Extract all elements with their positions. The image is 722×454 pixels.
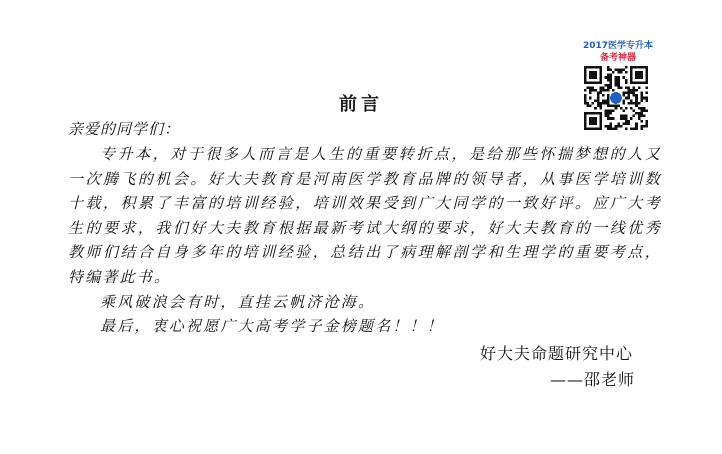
qr-module (607, 79, 610, 82)
qr-module (638, 86, 641, 89)
signature-person: ——邵老师 (550, 370, 636, 389)
qr-module (645, 122, 648, 125)
qr-module (604, 84, 607, 87)
qr-finder-inner (589, 71, 597, 79)
qr-finder-inner (635, 71, 643, 79)
qr-module (610, 76, 613, 79)
promo-badge-subtitle: 备考神器 (599, 53, 636, 63)
qr-module (604, 76, 607, 79)
paragraph: 专升本，对于很多人而言是人生的重要转折点，是给那些怀揣梦想的人又一次腾飞的机会。好大夫教育是河南医学教育品牌的领导者，从事医学培训数十载，积累了丰富的培训经验，培训效果受到广大同学的一致好评。应广大考生的要求，我们好大夫教育根据最新考试大纲的要求，好大夫教育的一线优秀教师们结合自身多年的培训经验，总结出了病理解剖学和生理学的重要考点，特编著此书。 (68, 145, 662, 286)
salutation: 亲爱的同学们： (68, 120, 181, 138)
qr-module (610, 86, 613, 89)
qr-module (617, 81, 620, 84)
qr-module (615, 76, 618, 79)
qr-module (645, 125, 648, 128)
qr-module (610, 127, 613, 130)
qr-module (630, 127, 633, 130)
qr-module (643, 125, 646, 128)
qr-module (622, 122, 625, 125)
qr-module (620, 69, 623, 72)
qr-module (622, 117, 625, 120)
qr-module (617, 71, 620, 74)
qr-module (604, 125, 607, 128)
qr-module (610, 81, 613, 84)
qr-module (615, 125, 618, 128)
qr-module (615, 81, 618, 84)
qr-module (628, 120, 631, 123)
qr-module (610, 79, 613, 82)
qr-module (640, 127, 643, 130)
qr-finder-inner (589, 117, 597, 125)
signature-organization: 好大夫命题研究中心 (480, 344, 634, 363)
qr-module (607, 127, 610, 130)
qr-module (617, 69, 620, 72)
qr-module (625, 127, 628, 130)
qr-module (615, 79, 618, 82)
qr-module (617, 125, 620, 128)
qr-module (607, 117, 610, 120)
promo-badge (578, 40, 658, 64)
qr-module (635, 122, 638, 125)
paragraph: 最后，衷心祝愿广大高考学子金榜题名！！！ (100, 317, 445, 336)
qr-module (625, 66, 628, 69)
qr-module (625, 81, 628, 84)
qr-module (633, 127, 636, 130)
qr-module (589, 86, 592, 89)
qr-module (610, 117, 613, 120)
qr-module (620, 117, 623, 120)
qr-module (633, 86, 636, 89)
qr-module (617, 86, 620, 89)
qr-module (635, 127, 638, 130)
qr-module (625, 71, 628, 74)
qr-module (592, 86, 595, 89)
qr-module (615, 84, 618, 87)
qr-module (645, 120, 648, 123)
promo-badge-title: 2017医学专升本 (582, 41, 654, 51)
qr-module (610, 74, 613, 77)
qr-module (612, 127, 615, 130)
qr-module (620, 125, 623, 128)
qr-module (622, 76, 625, 79)
qr-module (617, 84, 620, 87)
qr-module (615, 69, 618, 72)
page-title: 前言 (339, 94, 383, 115)
qr-module (625, 79, 628, 82)
qr-module (599, 86, 602, 89)
qr-module (587, 86, 590, 89)
qr-module (602, 86, 605, 89)
qr-module (620, 86, 623, 89)
qr-module (620, 71, 623, 74)
qr-module (622, 69, 625, 72)
qr-module (625, 117, 628, 120)
qr-module (607, 86, 610, 89)
qr-module (640, 120, 643, 123)
qr-module (625, 86, 628, 89)
qr-module (607, 84, 610, 87)
qr-module (607, 76, 610, 79)
qr-module (625, 120, 628, 123)
qr-module (628, 86, 631, 89)
qr-module (617, 122, 620, 125)
qr-module (615, 127, 618, 130)
qr-module (628, 122, 631, 125)
preface-body (68, 142, 662, 339)
qr-module (607, 125, 610, 128)
qr-module (607, 74, 610, 77)
qr-module (630, 117, 633, 120)
qr-module (645, 86, 648, 89)
qr-module (640, 125, 643, 128)
qr-module (638, 117, 641, 120)
qr-module (612, 117, 615, 120)
qr-module (610, 125, 613, 128)
qr-module (617, 76, 620, 79)
qr-module (610, 69, 613, 72)
qr-module (617, 79, 620, 82)
qr-module (610, 84, 613, 87)
paragraph: 乘风破浪会有时，直挂云帆济沧海。 (100, 292, 376, 311)
qr-module (607, 66, 610, 69)
qr-module (625, 122, 628, 125)
qr-module (610, 122, 613, 125)
qr-module (635, 125, 638, 128)
qr-module (607, 69, 610, 72)
qr-module (612, 71, 615, 74)
